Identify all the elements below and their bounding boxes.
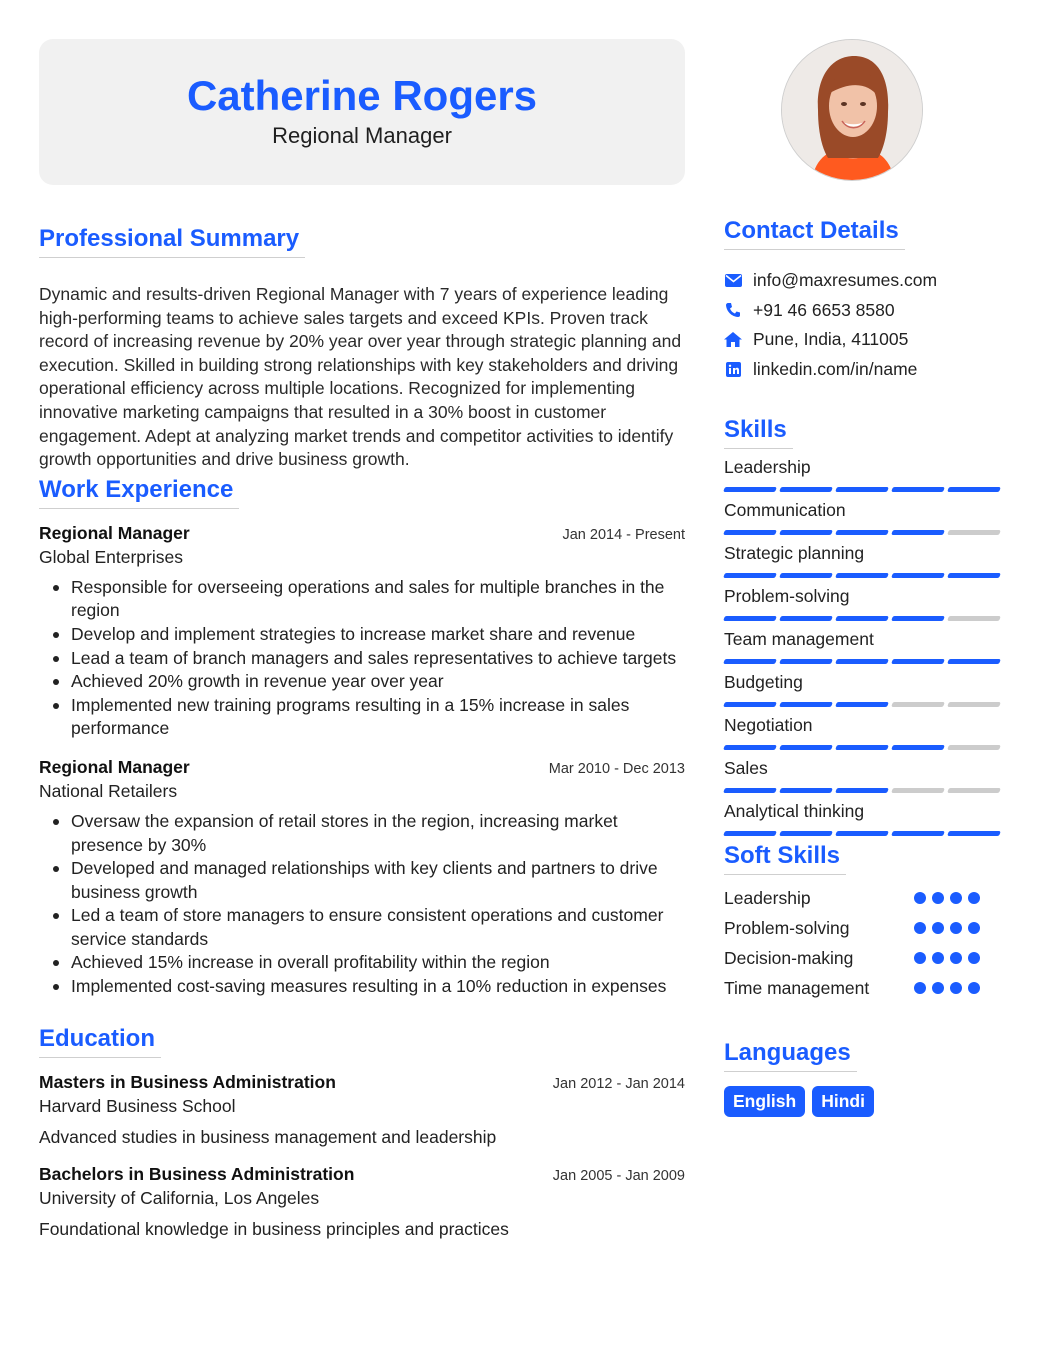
skill-level-segment xyxy=(723,745,777,750)
education-header xyxy=(39,1072,685,1093)
skill-level-segment xyxy=(723,530,777,535)
soft-skill-rating xyxy=(914,982,980,994)
rating-dot xyxy=(968,892,980,904)
soft-skill-list xyxy=(724,883,1004,1003)
skill-level-segment xyxy=(891,487,945,492)
skill-level-segment xyxy=(835,745,889,750)
job-entry xyxy=(39,523,685,741)
rating-dot xyxy=(968,982,980,994)
home-icon xyxy=(724,331,742,349)
skill-item xyxy=(724,627,1004,670)
side-column xyxy=(724,39,1004,1117)
skill-level-segment xyxy=(779,745,833,750)
contact-section xyxy=(724,217,1004,384)
rating-dot xyxy=(914,982,926,994)
skill-level-segment xyxy=(779,487,833,492)
job-header xyxy=(39,523,685,544)
skill-level-bar xyxy=(724,616,1004,627)
skill-name: Problem-solving xyxy=(724,586,850,607)
skill-item xyxy=(724,756,1004,799)
skill-level-bar xyxy=(724,659,1004,670)
skill-level-bar xyxy=(724,831,1004,842)
skill-name: Analytical thinking xyxy=(724,801,865,822)
skill-level-segment xyxy=(947,487,1001,492)
skill-level-segment xyxy=(835,831,889,836)
language-badge: English xyxy=(724,1086,805,1117)
education-entry xyxy=(39,1072,685,1148)
skill-level-segment xyxy=(947,788,1001,793)
summary-text: Dynamic and results-driven Regional Manager with 7 years of experience leading high-performing teams to achieve sales targets and exceed KPIs. Proven track record of increasing revenue by 20% year over year through strategic planning and execution. Skilled in building strong relationships with key stakeholders and driving operational efficiency across multiple locations. Recognized for implementing innovative marketing campaigns that resulted in a 30% boost in customer engagement. Adept at analyzing market trends and competitor activities to identify growth opportunities and drive business growth. xyxy=(39,284,682,470)
skill-level-segment xyxy=(723,573,777,578)
skill-level-segment xyxy=(723,831,777,836)
skill-item xyxy=(724,455,1004,498)
rating-dot xyxy=(914,892,926,904)
contact-title: Contact Details xyxy=(724,217,905,250)
skill-level-segment xyxy=(891,530,945,535)
education-school: University of California, Los Angeles xyxy=(39,1187,320,1208)
soft-skill-item xyxy=(724,883,1004,913)
education-entry xyxy=(39,1164,685,1240)
skill-level-segment xyxy=(947,616,1001,621)
rating-dot xyxy=(932,982,944,994)
skill-level-segment xyxy=(891,659,945,664)
skill-name: Communication xyxy=(724,500,846,521)
skill-item xyxy=(724,670,1004,713)
soft-skill-rating xyxy=(914,952,980,964)
candidate-name: Catherine Rogers xyxy=(186,72,538,119)
rating-dot xyxy=(932,952,944,964)
soft-skill-name: Decision-making xyxy=(724,947,854,968)
soft-skill-name: Problem-solving xyxy=(724,917,850,938)
rating-dot xyxy=(914,922,926,934)
contact-list xyxy=(724,266,1004,384)
education-header xyxy=(39,1164,685,1185)
skill-level-segment xyxy=(723,702,777,707)
skill-level-segment xyxy=(835,530,889,535)
education-school: Harvard Business School xyxy=(39,1095,236,1116)
contact-text: linkedin.com/in/name xyxy=(753,359,918,380)
skill-level-segment xyxy=(891,573,945,578)
soft-skill-item xyxy=(724,943,1004,973)
skill-level-segment xyxy=(891,831,945,836)
skill-level-bar xyxy=(724,487,1004,498)
skill-level-segment xyxy=(779,573,833,578)
skill-item xyxy=(724,498,1004,541)
skill-level-bar xyxy=(724,530,1004,541)
skill-level-segment xyxy=(947,659,1001,664)
skill-level-segment xyxy=(779,530,833,535)
skill-level-segment xyxy=(891,702,945,707)
skill-item xyxy=(724,584,1004,627)
skill-name: Sales xyxy=(724,758,768,779)
skill-list xyxy=(724,455,1004,842)
work-title: Work Experience xyxy=(39,476,239,509)
job-date: Jan 2014 - Present xyxy=(562,526,685,543)
job-header xyxy=(39,757,685,778)
soft-skill-item xyxy=(724,913,1004,943)
rating-dot xyxy=(932,892,944,904)
language-badge: Hindi xyxy=(812,1086,874,1117)
education-description: Advanced studies in business management and leadership xyxy=(39,1126,497,1147)
rating-dot xyxy=(968,952,980,964)
contact-text: +91 46 6653 8580 xyxy=(753,299,895,320)
languages-title: Languages xyxy=(724,1039,857,1072)
skill-level-segment xyxy=(891,788,945,793)
education-title: Education xyxy=(39,1025,161,1058)
skill-level-bar xyxy=(724,745,1004,756)
language-list xyxy=(724,1086,1004,1117)
resume-header xyxy=(39,39,685,185)
job-bullet: Responsible for overseeing operations and sales for multiple branches in the region xyxy=(39,576,685,623)
job-list xyxy=(39,523,685,999)
phone-icon xyxy=(724,301,742,319)
job-bullet: Achieved 15% increase in overall profitability within the region xyxy=(39,951,685,975)
rating-dot xyxy=(968,922,980,934)
soft-skills-title: Soft Skills xyxy=(724,842,846,875)
summary-title: Professional Summary xyxy=(39,225,305,258)
rating-dot xyxy=(950,922,962,934)
job-bullet: Achieved 20% growth in revenue year over year xyxy=(39,670,685,694)
soft-skill-name: Leadership xyxy=(724,887,811,908)
skill-level-segment xyxy=(947,831,1001,836)
profile-photo xyxy=(781,39,923,181)
linkedin-icon xyxy=(724,361,742,379)
profile-photo-image xyxy=(782,40,923,181)
job-title: Regional Manager xyxy=(39,756,190,777)
education-date: Jan 2005 - Jan 2009 xyxy=(552,1167,685,1184)
rating-dot xyxy=(932,922,944,934)
skill-level-segment xyxy=(835,702,889,707)
skill-name: Budgeting xyxy=(724,672,803,693)
skill-level-segment xyxy=(947,745,1001,750)
skill-level-bar xyxy=(724,788,1004,799)
main-column xyxy=(39,39,685,1240)
contact-text: Pune, India, 411005 xyxy=(753,329,909,350)
skill-level-segment xyxy=(723,616,777,621)
contact-item xyxy=(724,355,1004,385)
skill-level-segment xyxy=(891,745,945,750)
job-company: National Retailers xyxy=(39,780,178,801)
rating-dot xyxy=(950,982,962,994)
skills-section xyxy=(724,416,1004,842)
skill-item xyxy=(724,799,1004,842)
job-bullet: Led a team of store managers to ensure consistent operations and customer service standards xyxy=(39,904,685,951)
skills-title: Skills xyxy=(724,416,793,449)
summary-section xyxy=(39,225,685,472)
soft-skill-item xyxy=(724,973,1004,1003)
soft-skill-rating xyxy=(914,892,980,904)
skill-item xyxy=(724,541,1004,584)
job-bullet: Implemented cost-saving measures resulting in a 10% reduction in expenses xyxy=(39,975,685,999)
skill-level-segment xyxy=(779,831,833,836)
candidate-role: Regional Manager xyxy=(272,123,452,148)
education-list xyxy=(39,1072,685,1240)
skill-level-segment xyxy=(947,573,1001,578)
job-bullets xyxy=(39,810,685,999)
job-bullet: Implemented new training programs resulting in a 15% increase in sales performance xyxy=(39,694,685,741)
skill-name: Team management xyxy=(724,629,874,650)
skill-level-segment xyxy=(835,659,889,664)
skill-level-segment xyxy=(835,788,889,793)
skill-level-segment xyxy=(835,573,889,578)
skill-level-segment xyxy=(779,659,833,664)
job-bullet: Develop and implement strategies to increase market share and revenue xyxy=(39,623,685,647)
rating-dot xyxy=(950,952,962,964)
job-bullet: Oversaw the expansion of retail stores in the region, increasing market presence by 30% xyxy=(39,810,685,857)
job-bullet: Lead a team of branch managers and sales representatives to achieve targets xyxy=(39,647,685,671)
skill-name: Negotiation xyxy=(724,715,813,736)
education-date: Jan 2012 - Jan 2014 xyxy=(552,1075,685,1092)
skill-level-bar xyxy=(724,702,1004,713)
job-title: Regional Manager xyxy=(39,522,190,543)
contact-item xyxy=(724,296,1004,326)
skill-level-segment xyxy=(779,788,833,793)
education-degree: Bachelors in Business Administration xyxy=(39,1163,355,1184)
skill-level-segment xyxy=(835,616,889,621)
work-section xyxy=(39,476,685,999)
contact-text: info@maxresumes.com xyxy=(753,270,938,291)
skill-level-segment xyxy=(723,659,777,664)
soft-skills-section xyxy=(724,842,1004,1003)
rating-dot xyxy=(950,892,962,904)
education-section xyxy=(39,1025,685,1240)
soft-skill-rating xyxy=(914,922,980,934)
skill-level-segment xyxy=(891,616,945,621)
skill-level-segment xyxy=(779,702,833,707)
education-degree: Masters in Business Administration xyxy=(39,1071,336,1092)
job-company: Global Enterprises xyxy=(39,546,183,567)
skill-name: Strategic planning xyxy=(724,543,865,564)
skill-name: Leadership xyxy=(724,457,811,478)
skill-level-bar xyxy=(724,573,1004,584)
skill-level-segment xyxy=(835,487,889,492)
skill-level-segment xyxy=(779,616,833,621)
skill-item xyxy=(724,713,1004,756)
job-entry xyxy=(39,757,685,999)
contact-item xyxy=(724,325,1004,355)
education-description: Foundational knowledge in business principles and practices xyxy=(39,1218,509,1239)
rating-dot xyxy=(914,952,926,964)
skill-level-segment xyxy=(723,487,777,492)
skill-level-segment xyxy=(723,788,777,793)
contact-item xyxy=(724,266,1004,296)
envelope-icon xyxy=(724,272,742,290)
skill-level-segment xyxy=(947,530,1001,535)
languages-section xyxy=(724,1039,1004,1117)
job-bullet: Developed and managed relationships with key clients and partners to drive business growth xyxy=(39,857,685,904)
soft-skill-name: Time management xyxy=(724,977,870,998)
skill-level-segment xyxy=(947,702,1001,707)
job-bullets xyxy=(39,576,685,741)
job-date: Mar 2010 - Dec 2013 xyxy=(548,760,685,777)
